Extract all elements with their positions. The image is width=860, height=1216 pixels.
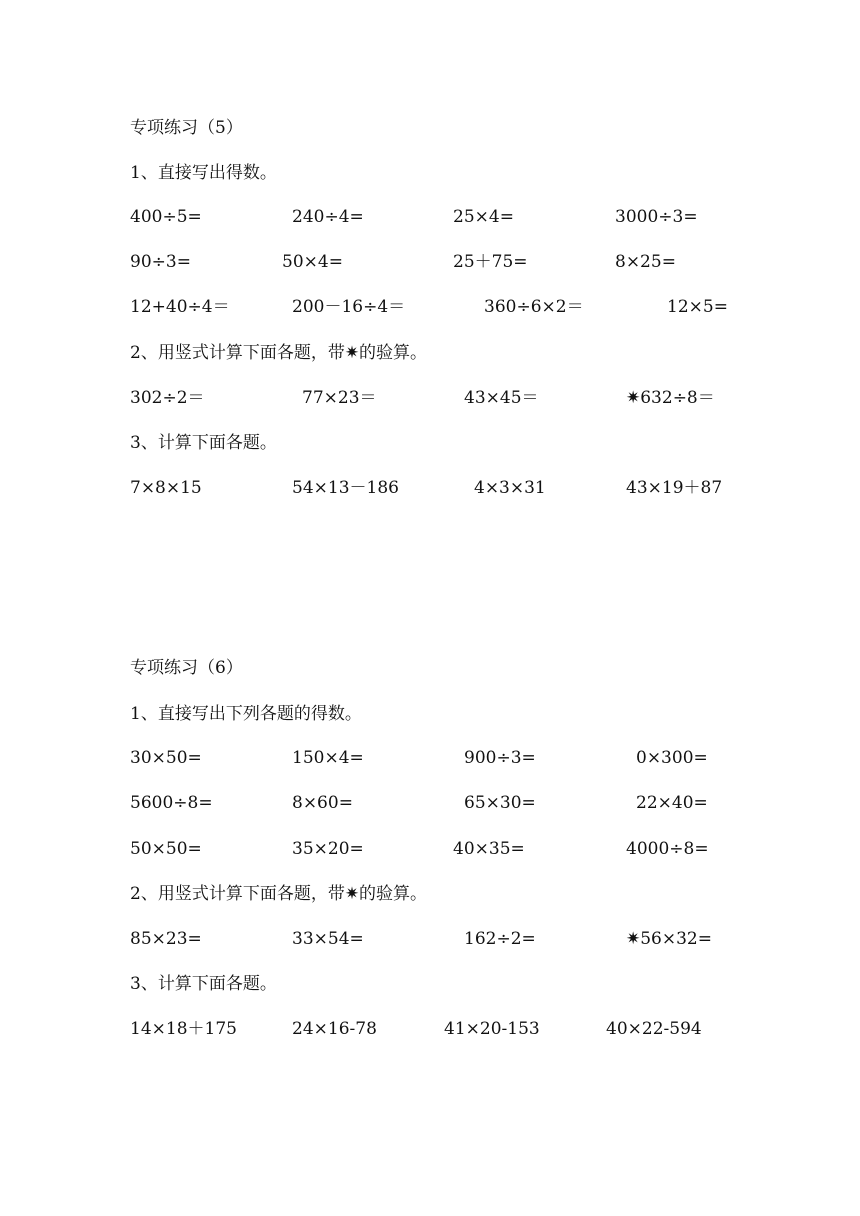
problem: 240÷4= bbox=[292, 207, 364, 227]
problem: 41×20-153 bbox=[444, 1019, 540, 1039]
problem: 3000÷3= bbox=[615, 207, 698, 227]
problem: 43×19＋87 bbox=[626, 478, 723, 498]
problem: 54×13－186 bbox=[292, 478, 399, 498]
problem: 65×30= bbox=[464, 793, 536, 813]
problem: ✷56×32= bbox=[626, 929, 712, 949]
problem: 200－16÷4＝ bbox=[292, 297, 406, 317]
problem: 12+40÷4＝ bbox=[130, 297, 230, 317]
section6-title: 专项练习（6） bbox=[130, 658, 243, 678]
problem: 150×4= bbox=[292, 748, 364, 768]
problem: 400÷5= bbox=[130, 207, 202, 227]
problem: 8×25= bbox=[615, 252, 676, 272]
problem: 24×16-78 bbox=[292, 1019, 377, 1039]
problem: 4000÷8= bbox=[626, 839, 709, 859]
problem: 77×23＝ bbox=[302, 388, 377, 408]
section6-q2-heading: 2、用竖式计算下面各题，带✷的验算。 bbox=[130, 884, 428, 904]
problem: 900÷3= bbox=[464, 748, 536, 768]
problem: 90÷3= bbox=[130, 252, 191, 272]
section6-q2-row bbox=[0, 928, 860, 950]
section6-q1-row-3 bbox=[0, 838, 860, 860]
section6-q1-row-2 bbox=[0, 792, 860, 814]
problem: 5600÷8= bbox=[130, 793, 213, 813]
problem: 360÷6×2＝ bbox=[484, 297, 584, 317]
problem: ✷632÷8＝ bbox=[626, 388, 715, 408]
problem: 302÷2＝ bbox=[130, 388, 205, 408]
problem: 40×22-594 bbox=[606, 1019, 702, 1039]
problem: 14×18＋175 bbox=[130, 1019, 237, 1039]
section5-q2-row bbox=[0, 387, 860, 409]
problem: 7×8×15 bbox=[130, 478, 202, 498]
section5-title: 专项练习（5） bbox=[130, 118, 243, 138]
section5-q1-row-2 bbox=[0, 251, 860, 273]
section5-q3-heading: 3、计算下面各题。 bbox=[130, 433, 277, 453]
problem: 30×50= bbox=[130, 748, 202, 768]
problem: 162÷2= bbox=[464, 929, 536, 949]
section5-q1-row-1 bbox=[0, 206, 860, 228]
problem: 25×4= bbox=[453, 207, 514, 227]
problem: 4×3×31 bbox=[474, 478, 546, 498]
problem: 85×23= bbox=[130, 929, 202, 949]
section5-q2-heading: 2、用竖式计算下面各题，带✷的验算。 bbox=[130, 343, 428, 363]
problem: 25＋75= bbox=[453, 252, 528, 272]
problem: 35×20= bbox=[292, 839, 364, 859]
problem: 0×300= bbox=[636, 748, 708, 768]
section6-q1-heading: 1、直接写出下列各题的得数。 bbox=[130, 704, 362, 724]
problem: 33×54= bbox=[292, 929, 364, 949]
problem: 12×5= bbox=[667, 297, 728, 317]
problem: 50×4= bbox=[282, 252, 343, 272]
problem: 22×40= bbox=[636, 793, 708, 813]
section5-q1-row-3 bbox=[0, 296, 860, 318]
section5-q3-row bbox=[0, 477, 860, 499]
section5-q1-heading: 1、直接写出得数。 bbox=[130, 163, 277, 183]
section6-q3-heading: 3、计算下面各题。 bbox=[130, 974, 277, 994]
problem: 50×50= bbox=[130, 839, 202, 859]
problem: 40×35= bbox=[453, 839, 525, 859]
section6-q3-row bbox=[0, 1018, 860, 1040]
problem: 8×60= bbox=[292, 793, 353, 813]
section6-q1-row-1 bbox=[0, 747, 860, 769]
problem: 43×45＝ bbox=[464, 388, 539, 408]
